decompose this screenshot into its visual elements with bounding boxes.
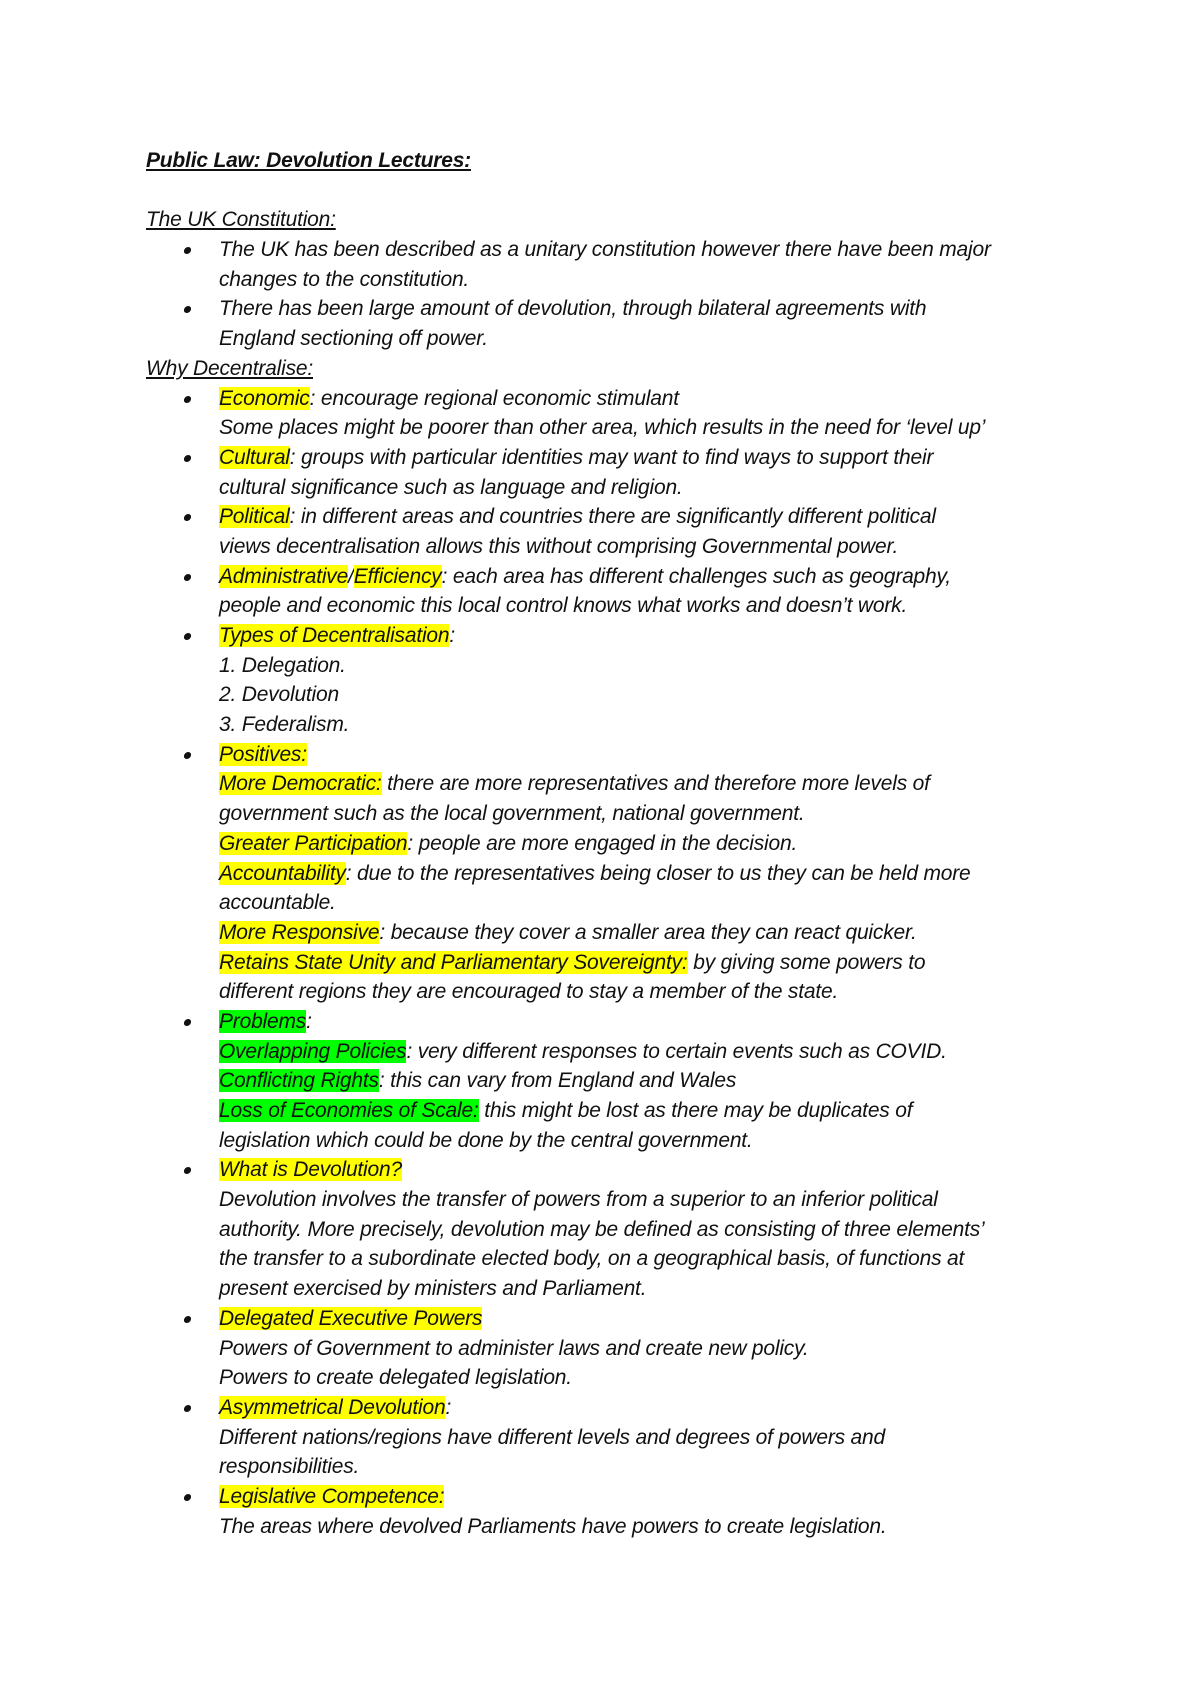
bullet-icon [183,633,191,640]
list-item-text [219,829,1076,859]
term-description: : each area has different challenges such as geography, [441,564,951,588]
bullet-icon [183,247,191,254]
list-item-text: views decentralisation allows this without comprising Governmental power. [219,534,899,558]
term-separator: / [348,564,354,588]
highlighted-term: More Democratic: [219,772,382,796]
list-item-text [219,918,1076,948]
highlighted-term: Asymmetrical Devolution [219,1395,446,1419]
bullet-icon [183,752,191,759]
highlighted-term: Greater Participation [219,831,408,855]
highlighted-term: Positives: [219,742,307,766]
list-item-text [219,859,1076,889]
term-description: : very different responses to certain events such as COVID. [406,1039,947,1063]
highlighted-term: Problems [219,1009,307,1033]
section-heading-uk-constitution: The UK Constitution: [146,208,336,232]
list-item-text [219,1393,1076,1423]
list-item-text: government such as the local government, national government. [219,802,805,826]
list-item-problems [146,1007,1076,1155]
highlighted-term: Retains State Unity and Parliamentary Sovereignty: [219,950,688,974]
list-item-text: different regions they are encouraged to stay a member of the state. [219,980,839,1004]
list-item-types [146,621,1076,740]
list-item-text [219,769,1076,799]
list-item-text: Some places might be poorer than other area, which results in the need for ‘level up’ [219,416,986,440]
highlighted-term: Loss of Economies of Scale: [219,1099,479,1122]
bullet-icon [183,1167,191,1174]
document-body [146,146,1076,1541]
list-item-text [219,1037,1076,1067]
list-item-cultural [146,443,1076,502]
bullet-icon [183,1019,191,1026]
list-item-text: legislation which could be done by the central government. [219,1128,753,1152]
list-item-positives [146,740,1076,1007]
list-item [146,235,1076,294]
list-item-text: England sectioning off power. [219,327,488,351]
list-item-text: changes to the constitution. [219,267,470,291]
bullet-icon [183,396,191,403]
numbered-item: 1. Delegation. [219,653,346,677]
list-item-text [219,1066,1076,1096]
list-item-political [146,502,1076,561]
highlighted-term: Efficiency [353,564,442,588]
term-description: : because they cover a smaller area they can react quicker. [379,920,917,944]
term-description: by giving some powers to [687,950,926,974]
list-item-text: Powers of Government to administer laws and create new policy. [219,1336,809,1360]
term-description: : groups with particular identities may want to find ways to support their [289,445,934,469]
bullet-icon [183,455,191,462]
highlighted-term: Cultural [219,445,290,469]
highlighted-term: Types of Decentralisation [219,624,450,647]
highlighted-term: Overlapping Policies [219,1039,407,1063]
highlighted-term: Administrative [219,564,349,588]
list-item-text [219,384,1076,414]
highlighted-term: What is Devolution? [219,1158,402,1182]
highlighted-term: Delegated Executive Powers [219,1306,483,1330]
highlighted-term: Political [219,505,290,529]
list-item-text [219,562,1076,592]
term-colon: : [445,1395,452,1419]
bullet-icon [183,306,191,313]
list-item-text: There has been large amount of devolution, through bilateral agreements with [219,297,927,321]
list-item-text: responsibilities. [219,1455,360,1479]
term-description: : this can vary from England and Wales [378,1069,737,1093]
term-description: there are more representatives and therefore more levels of [381,772,930,796]
list-item-text: The areas where devolved Parliaments have powers to create legislation. [219,1514,887,1538]
list-item-text [219,502,1076,532]
section-heading-why-decentralise: Why Decentralise: [146,356,313,380]
list-item-delegated-powers [146,1304,1076,1393]
term-colon: : [449,624,456,647]
list-item-legislative-competence [146,1482,1076,1541]
list-item-text: cultural significance such as language and religion. [219,475,683,499]
list-item-text [219,1155,1076,1185]
list-item-text [219,1096,1076,1126]
list-item [146,294,1076,353]
list-item-text: accountable. [219,891,336,915]
list-item-text: Devolution involves the transfer of powers from a superior to an inferior political [219,1188,938,1212]
highlighted-term: Legislative Competence: [219,1484,445,1508]
list-item-text: people and economic this local control knows what works and doesn’t work. [219,594,908,618]
list-item-text [219,1007,1076,1037]
list-item-text [219,621,1076,651]
list-item-text: present exercised by ministers and Parliament. [219,1277,647,1301]
term-description: this might be lost as there may be duplicates of [478,1099,913,1122]
highlighted-term: Economic [219,386,310,410]
numbered-item: 3. Federalism. [219,713,350,737]
list-item-economic [146,384,1076,443]
list-item-text: the transfer to a subordinate elected body, on a geographical basis, of functions at [219,1247,965,1271]
list-item-text [219,740,1076,770]
term-description: : due to the representatives being closer to us they can be held more [345,861,971,885]
list-item-text [219,1304,1076,1334]
spacer [146,176,1076,206]
numbered-item: 2. Devolution [219,683,339,707]
list-item-what-is-devolution [146,1155,1076,1303]
list-item-text: Powers to create delegated legislation. [219,1366,572,1390]
list-item-text [219,443,1076,473]
bullet-icon [183,514,191,521]
term-description: : in different areas and countries there are significantly different political [289,505,936,529]
highlighted-term: Conflicting Rights [219,1069,379,1093]
bullet-icon [183,574,191,581]
list-item-text: authority. More precisely, devolution may be defined as consisting of three elements’ [219,1217,985,1241]
list-item-text [219,948,1076,978]
list-item-asymmetrical [146,1393,1076,1482]
highlighted-term: Accountability [219,861,346,885]
term-description: : encourage regional economic stimulant [309,386,679,410]
document-title: Public Law: Devolution Lectures: [146,149,471,172]
bullet-icon [183,1494,191,1501]
bullet-icon [183,1316,191,1323]
highlighted-term: More Responsive [219,920,380,944]
list-item-text: The UK has been described as a unitary constitution however there have been major [219,238,991,262]
list-item-administrative [146,562,1076,621]
list-item-text: Different nations/regions have different levels and degrees of powers and [219,1425,885,1449]
term-description: : people are more engaged in the decision. [407,831,798,855]
bullet-icon [183,1405,191,1412]
list-item-text [219,1482,1076,1512]
term-colon: : [306,1009,312,1033]
